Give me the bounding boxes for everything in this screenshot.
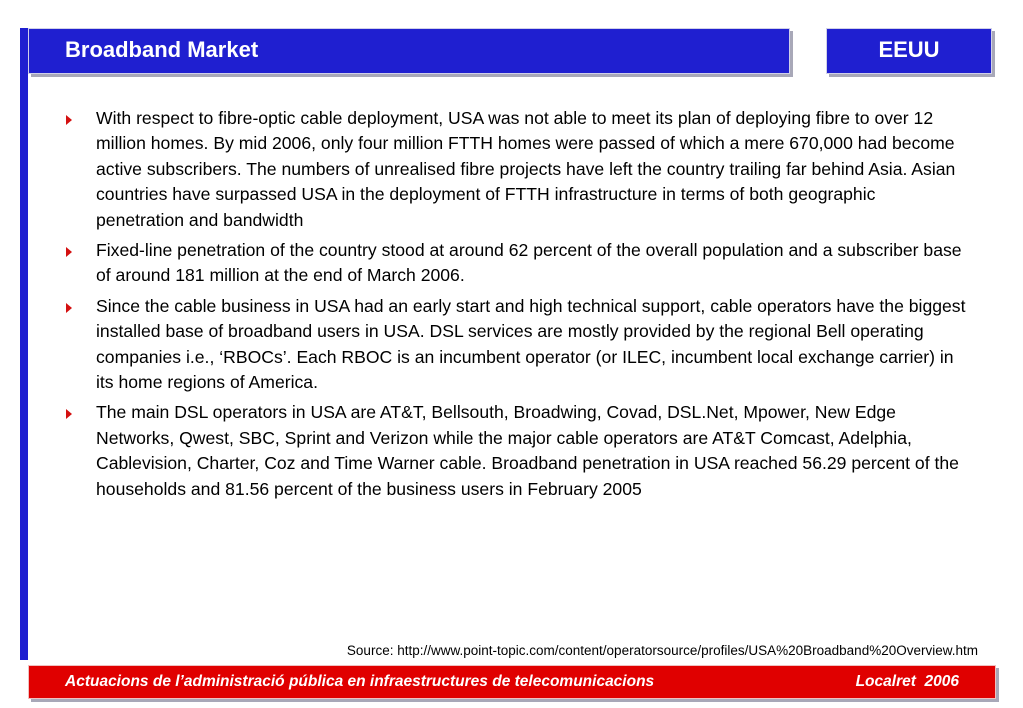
bullet-text: Since the cable business in USA had an early start and high technical support, cable operators have the biggest installed base of broadband users in USA. DSL services are mostly provided by the regional Bell operating companies i.e., ‘RBOCs’. Each RBOC is an incumbent operator (or ILEC, incumbent local exchange carrier) in its home regions of America. bbox=[96, 295, 966, 393]
country-label: EEUU bbox=[878, 37, 940, 62]
bullet-arrow-icon bbox=[66, 409, 72, 419]
left-accent-rule bbox=[20, 28, 28, 660]
source-citation: Source: http://www.point-topic.com/content/operatorsource/profiles/USA%20Broadband%20Overview.htm bbox=[346, 643, 978, 658]
bullet-list bbox=[66, 106, 966, 507]
bullet-item bbox=[66, 400, 966, 502]
bullet-text: With respect to fibre-optic cable deployment, USA was not able to meet its plan of deploying fibre to over 12 million homes. By mid 2006, only four million FTTH homes were passed of which a mere 670,000 had become active subscribers. The numbers of unrealised fibre projects have left the country trailing far behind Asia. Asian countries have surpassed USA in the deployment of FTTH infrastructure in terms of both geographic penetration and bandwidth bbox=[96, 108, 956, 230]
bullet-arrow-icon bbox=[66, 115, 72, 125]
slide-title: Broadband Market bbox=[65, 37, 259, 62]
bullet-text: Fixed-line penetration of the country stood at around 62 percent of the overall population and a subscriber base of around 181 million at the end of March 2006. bbox=[96, 240, 962, 286]
footer-bar bbox=[28, 665, 996, 699]
bullet-item bbox=[66, 294, 966, 396]
bullet-arrow-icon bbox=[66, 303, 72, 313]
footer-credit: Localret 2006 bbox=[855, 673, 959, 690]
footer-caption: Actuacions de l’administració pública en infraestructures de telecomunicacions bbox=[65, 673, 655, 690]
bullet-item bbox=[66, 238, 966, 289]
bullet-item bbox=[66, 106, 966, 233]
title-bar bbox=[28, 28, 790, 74]
bullet-text: The main DSL operators in USA are AT&T, Bellsouth, Broadwing, Covad, DSL.Net, Mpower, New Edge Networks, Qwest, SBC, Sprint and Verizon while the major cable operators are AT&T Comcast, Adelphia, Cablevision, Charter, Coz and Time Warner cable. Broadband penetration in USA reached 56.29 percent of the households and 81.56 percent of the business users in February 2005 bbox=[96, 402, 959, 499]
country-box bbox=[826, 28, 992, 74]
bullet-arrow-icon bbox=[66, 247, 72, 257]
